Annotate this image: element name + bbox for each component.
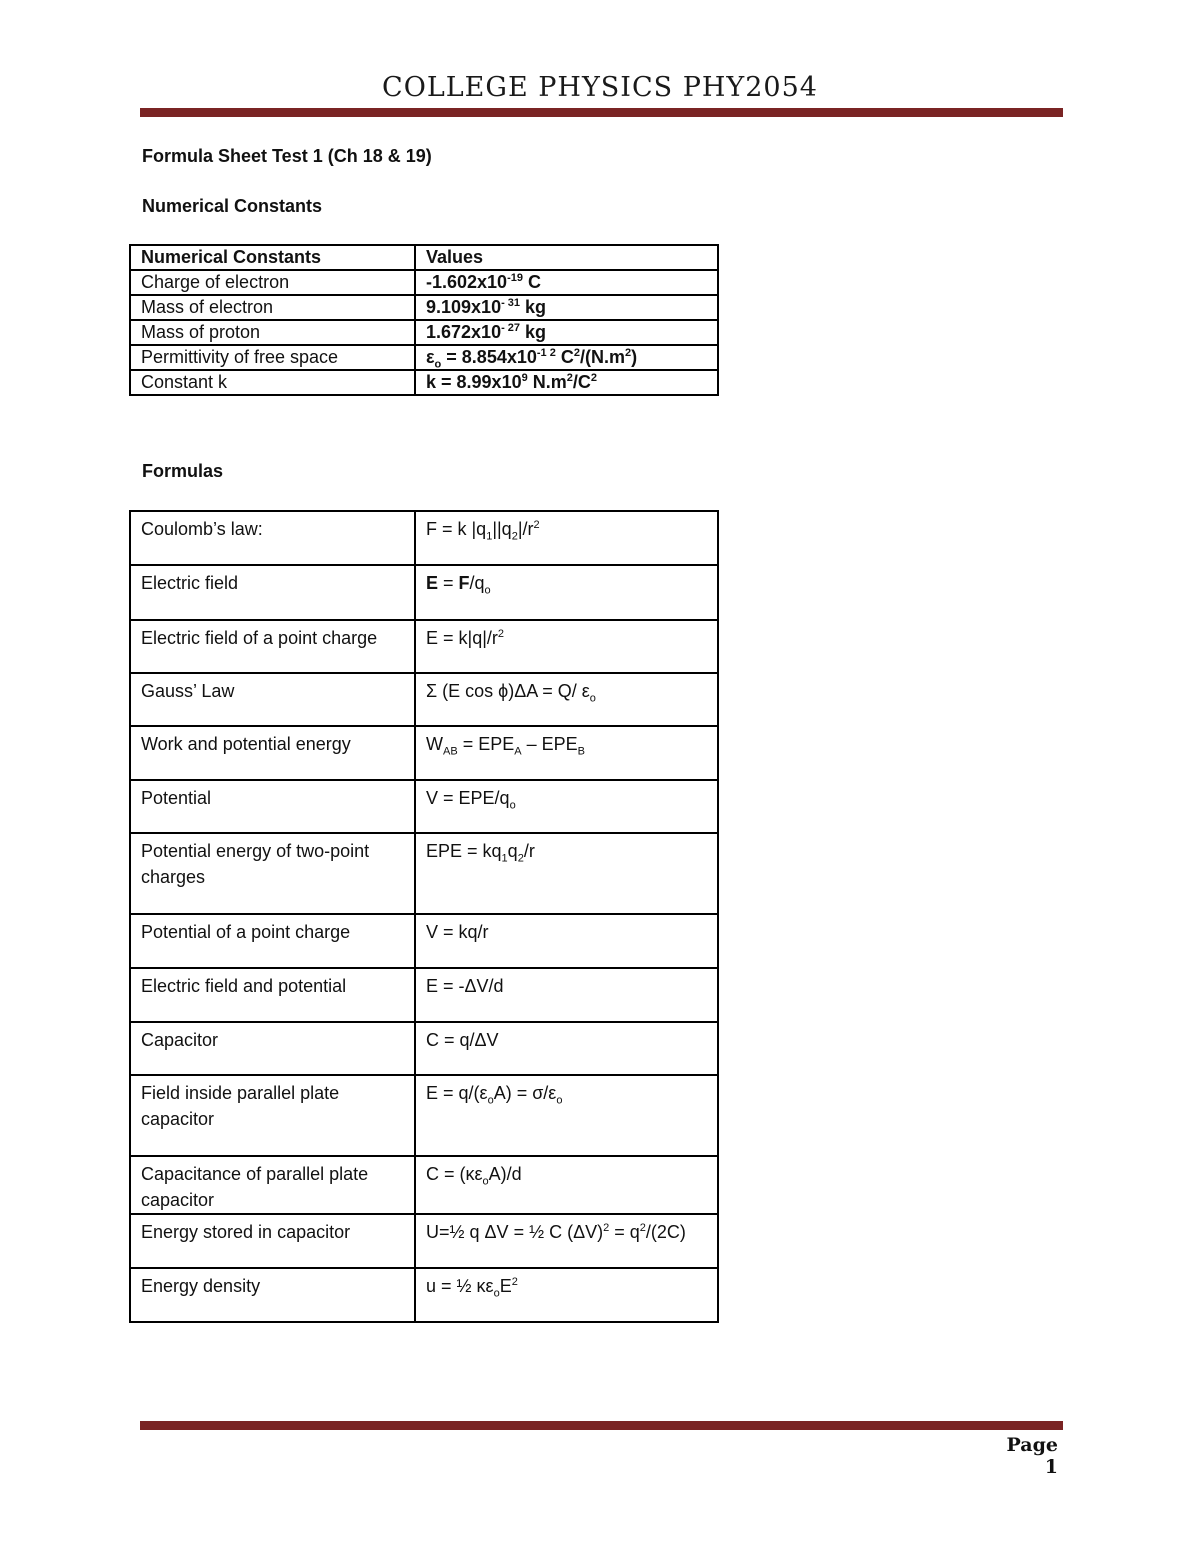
formula-name-cell: Work and potential energy bbox=[130, 726, 415, 780]
formula-name-cell: Coulomb’s law: bbox=[130, 511, 415, 565]
constant-name-cell: Permittivity of free space bbox=[130, 345, 415, 370]
formula-expression-cell: u = ½ $\kappa\varepsilon_oE^2$ bbox=[415, 1268, 718, 1322]
formula-name-cell: Electric field and potential bbox=[130, 968, 415, 1022]
formulas-heading: Formulas bbox=[142, 461, 224, 481]
table-row bbox=[130, 1214, 718, 1268]
constant-value-cell: $1.672x10^{- 27}$ kg bbox=[415, 320, 718, 345]
page-number: Page 1 bbox=[1006, 1434, 1058, 1478]
formula-expression-cell: $E = F/q_o$ bbox=[415, 565, 718, 620]
constant-name-cell: Mass of proton bbox=[130, 320, 415, 345]
formula-name-cell: Potential of a point charge bbox=[130, 914, 415, 968]
formula-name-cell: Field inside parallel plate capacitor bbox=[130, 1075, 415, 1156]
table-row bbox=[130, 968, 718, 1022]
formula-expression-cell: $W_{AB} = EPE_A - EPE_B$ bbox=[415, 726, 718, 780]
table-row bbox=[130, 270, 718, 295]
constant-value-cell: $9.109x10^{- 31}$ kg bbox=[415, 295, 718, 320]
constants-header-cell: Numerical Constants bbox=[130, 245, 415, 270]
table-row bbox=[130, 620, 718, 673]
formula-name-cell: Capacitance of parallel plate capacitor bbox=[130, 1156, 415, 1214]
formula-name-cell: Capacitor bbox=[130, 1022, 415, 1075]
constant-value-cell: $k = 8.99x10^9$ $N.m^2/C^2$ bbox=[415, 370, 718, 395]
formula-expression-cell: U=½ q ΔV = ½ C $(\Delta V)^2 = q^2/(2C)$ bbox=[415, 1214, 718, 1268]
constant-name-cell: Constant k bbox=[130, 370, 415, 395]
formula-expression-cell: EPE = $kq_1q_2/r$ bbox=[415, 833, 718, 914]
formula-expression-cell: V = EPE/$q_o$ bbox=[415, 780, 718, 833]
table-row bbox=[130, 914, 718, 968]
table-row bbox=[130, 1156, 718, 1214]
formula-name-cell: Potential bbox=[130, 780, 415, 833]
formula-name-cell: Potential energy of two-point charges bbox=[130, 833, 415, 914]
formula-expression-cell: $C = (\kappa\varepsilon_oA)/d$ bbox=[415, 1156, 718, 1214]
constant-value-cell: $\varepsilon_o = 8.854x10^{-1 2}$ $C^2/(N.m^2)$ bbox=[415, 345, 718, 370]
table-row bbox=[130, 565, 718, 620]
formula-name-cell: Electric field bbox=[130, 565, 415, 620]
formula-expression-cell: V = kq/r bbox=[415, 914, 718, 968]
constant-name-cell: Charge of electron bbox=[130, 270, 415, 295]
formula-name-cell: Energy density bbox=[130, 1268, 415, 1322]
formula-expression-cell: C = q/ΔV bbox=[415, 1022, 718, 1075]
constant-value-cell: $-1.602x10^{-19}$ C bbox=[415, 270, 718, 295]
table-row bbox=[130, 726, 718, 780]
table-row bbox=[130, 673, 718, 726]
table-row bbox=[130, 370, 718, 395]
table-row bbox=[130, 295, 718, 320]
table-row bbox=[130, 511, 718, 565]
header-rule bbox=[140, 108, 1063, 117]
formula-expression-cell: Σ (E cos ϕ)ΔA = Q/ $\varepsilon_o$ bbox=[415, 673, 718, 726]
table-row bbox=[130, 1075, 718, 1156]
table-row bbox=[130, 833, 718, 914]
formula-expression-cell: E = -ΔV/d bbox=[415, 968, 718, 1022]
document-title: Formula Sheet Test 1 (Ch 18 & 19) bbox=[142, 146, 432, 166]
formula-name-cell: Electric field of a point charge bbox=[130, 620, 415, 673]
constants-table bbox=[129, 244, 719, 396]
formula-name-cell: Energy stored in capacitor bbox=[130, 1214, 415, 1268]
formula-expression-cell: $E = q/(\varepsilon_oA) = \sigma/\varepsilon_o$ bbox=[415, 1075, 718, 1156]
formula-expression-cell: F = k $|q_1||q_2|/r^2$ bbox=[415, 511, 718, 565]
footer-rule bbox=[140, 1421, 1063, 1430]
formula-name-cell: Gauss’ Law bbox=[130, 673, 415, 726]
constants-header-row bbox=[130, 245, 718, 270]
constant-name-cell: Mass of electron bbox=[130, 295, 415, 320]
table-row bbox=[130, 1268, 718, 1322]
values-header-cell: Values bbox=[415, 245, 718, 270]
table-row bbox=[130, 345, 718, 370]
formulas-table bbox=[129, 510, 719, 1323]
formula-expression-cell: $E = k|q|/r^2$ bbox=[415, 620, 718, 673]
table-row bbox=[130, 780, 718, 833]
table-row bbox=[130, 1022, 718, 1075]
page-header-title: COLLEGE PHYSICS PHY2054 bbox=[382, 72, 818, 103]
table-row bbox=[130, 320, 718, 345]
constants-heading: Numerical Constants bbox=[142, 196, 323, 216]
